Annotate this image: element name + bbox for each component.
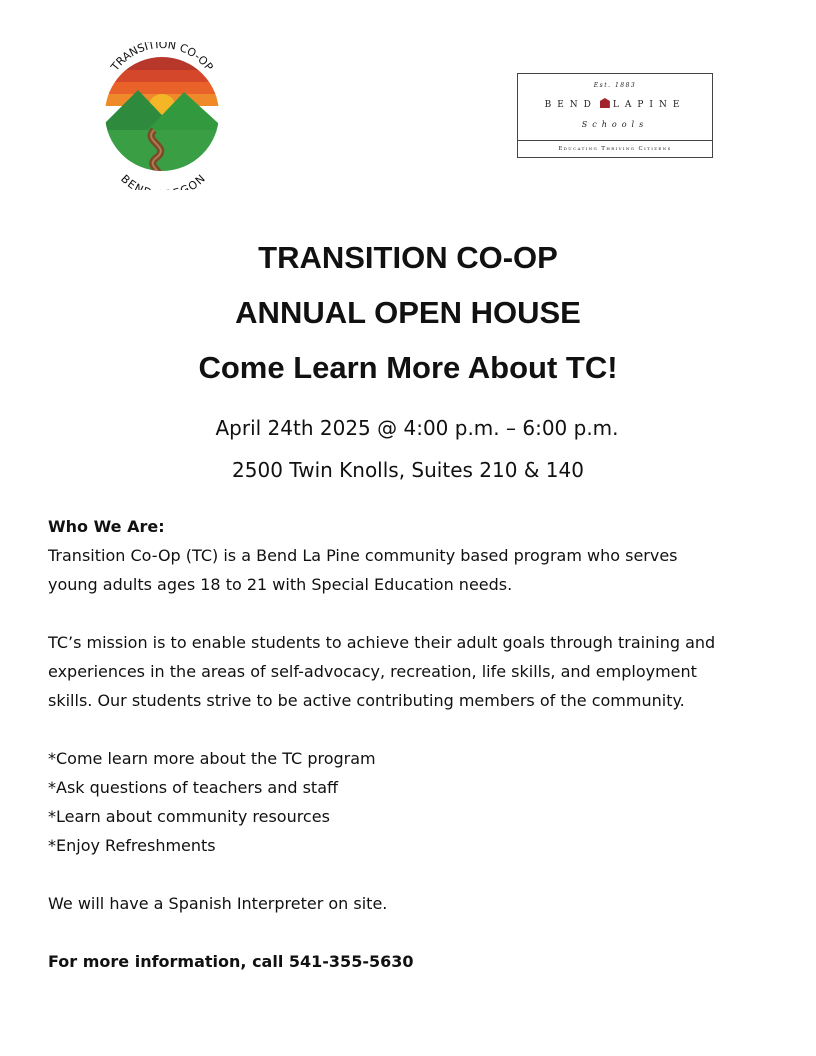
about-paragraph-line: Transition Co-Op (TC) is a Bend La Pine community based program who serves <box>48 546 678 565</box>
logo-schools: Schools <box>581 120 649 129</box>
schoolhouse-icon <box>600 98 610 108</box>
who-we-are-heading: Who We Are: <box>48 517 165 536</box>
bullet-item: *Enjoy Refreshments <box>48 836 216 855</box>
transition-coop-logo <box>92 42 228 190</box>
bullet-item: *Come learn more about the TC program <box>48 749 376 768</box>
logo-established: Est. 1883 <box>593 82 637 89</box>
logo-tagline: Educating Thriving Citizens <box>558 146 672 152</box>
title-line-2: ANNUAL OPEN HOUSE <box>235 295 581 330</box>
about-paragraph-line: young adults ages 18 to 21 with Special Education needs. <box>48 575 513 594</box>
logo-top-text: TRANSITION CO-OP <box>108 42 216 74</box>
event-datetime: April 24th 2025 @ 4:00 p.m. – 6:00 p.m. <box>215 416 619 440</box>
event-location: 2500 Twin Knolls, Suites 210 & 140 <box>232 458 584 482</box>
who-we-are-section <box>48 512 778 976</box>
contact-info: For more information, call 541-355-5630 <box>48 952 414 971</box>
interpreter-note: We will have a Spanish Interpreter on site. <box>48 894 388 913</box>
title-line-3: Come Learn More About TC! <box>198 350 618 385</box>
bullet-item: *Learn about community resources <box>48 807 330 826</box>
mission-paragraph-line: skills. Our students strive to be active contributing members of the community. <box>48 691 685 710</box>
logo-divider <box>517 140 713 141</box>
bullet-item: *Ask questions of teachers and staff <box>48 778 339 797</box>
logo-bottom-text: BEN ON <box>118 172 208 190</box>
logo-district-name: BEND LAPINE <box>544 100 686 110</box>
mission-paragraph-line: TC’s mission is to enable students to achieve their adult goals through training and <box>48 633 716 652</box>
bend-lapine-schools-logo <box>517 73 713 158</box>
title-line-1: TRANSITION CO-OP <box>258 240 558 275</box>
mission-paragraph-line: experiences in the areas of self-advocacy, recreation, life skills, and employment <box>48 662 697 681</box>
